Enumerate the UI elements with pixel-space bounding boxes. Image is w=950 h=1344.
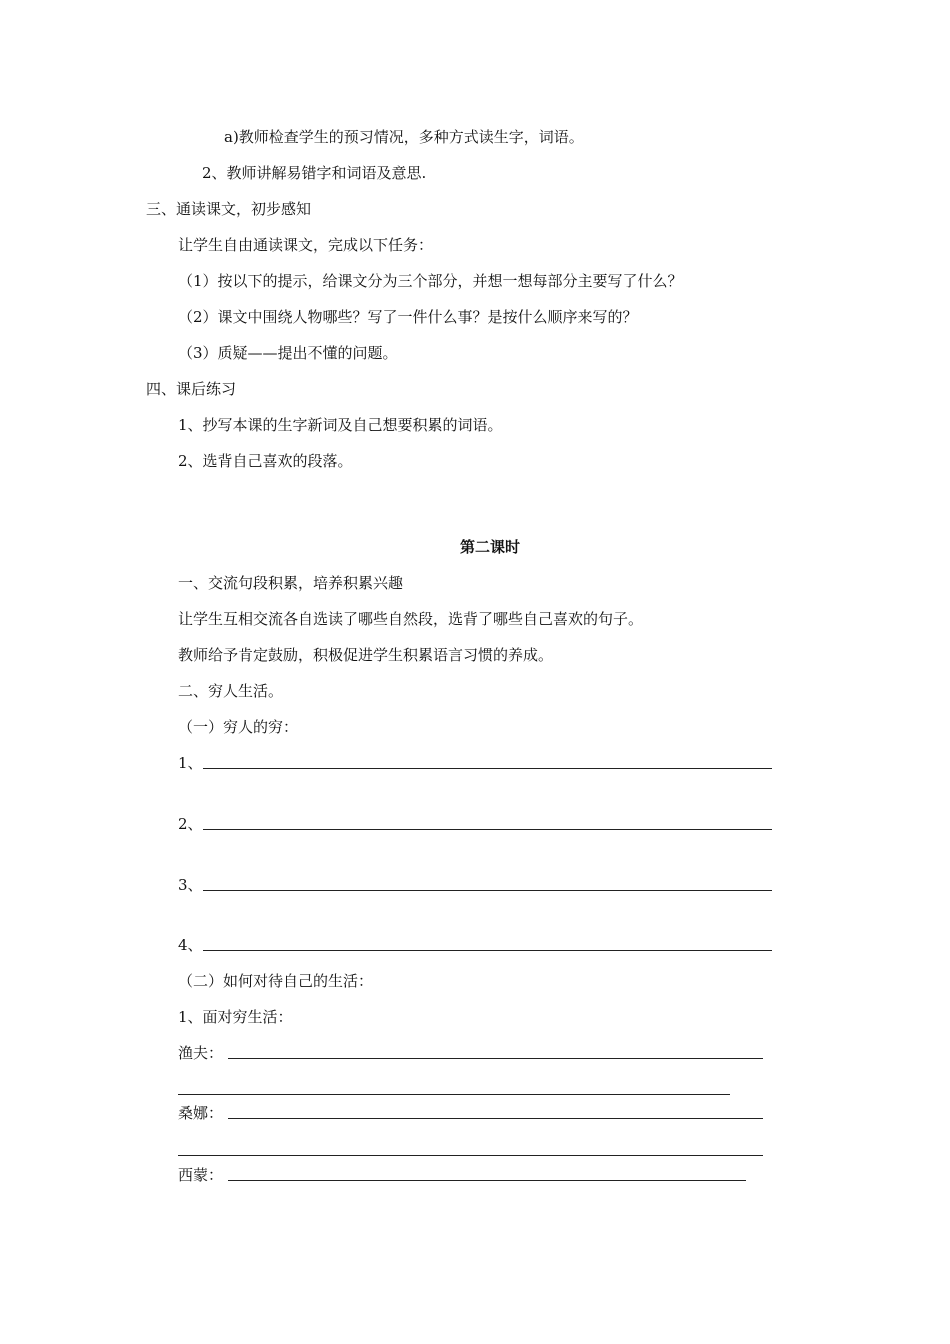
section-heading-1: 一、交流句段积累，培养积累兴趣 <box>178 574 404 592</box>
blank-label-2: 2、 <box>178 815 203 833</box>
paragraph-exchange: 让学生互相交流各自选读了哪些自然段，选背了哪些自己喜欢的句子。 <box>178 610 644 628</box>
label-sangna: 桑娜： <box>178 1104 224 1122</box>
lesson-title: 第二课时 <box>459 538 520 556</box>
blank-label-4: 4、 <box>178 936 203 954</box>
paragraph-a: a)教师检查学生的预习情况，多种方式读生字，词语。 <box>224 128 584 146</box>
section-heading-2: 二、穷人生活。 <box>178 682 284 700</box>
face-poverty: 1、面对穷生活： <box>178 1008 293 1026</box>
answer-line-fisherman-2[interactable] <box>178 1094 730 1095</box>
blank-label-1: 1、 <box>178 754 203 772</box>
task-intro: 让学生自由通读课文，完成以下任务： <box>178 236 434 254</box>
blank-label-3: 3、 <box>178 876 203 894</box>
answer-line-fisherman[interactable] <box>228 1058 763 1059</box>
subheading-attitude: （二）如何对待自己的生活： <box>178 972 374 990</box>
subheading-poverty: （一）穷人的穷： <box>178 718 299 736</box>
task-question-3: （3）质疑——提出不懂的问题。 <box>178 344 398 362</box>
paragraph-encourage: 教师给予肯定鼓励，积极促进学生积累语言习惯的养成。 <box>178 646 554 664</box>
section-heading-4: 四、课后练习 <box>146 380 237 398</box>
answer-line-sangna[interactable] <box>228 1118 763 1119</box>
paragraph-2: 2、教师讲解易错字和词语及意思. <box>202 164 427 182</box>
answer-line-2[interactable] <box>203 829 772 830</box>
answer-line-ximeng[interactable] <box>228 1180 746 1181</box>
label-ximeng: 西蒙： <box>178 1166 224 1184</box>
task-question-1: （1）按以下的提示，给课文分为三个部分，并想一想每部分主要写了什么？ <box>178 272 683 290</box>
exercise-2: 2、选背自己喜欢的段落。 <box>178 452 353 470</box>
task-question-2: （2）课文中围绕人物哪些？写了一件什么事？是按什么顺序来写的？ <box>178 308 638 326</box>
section-heading-3: 三、通读课文，初步感知 <box>146 200 312 218</box>
label-fisherman: 渔夫： <box>178 1044 224 1062</box>
exercise-1: 1、抄写本课的生字新词及自己想要积累的词语。 <box>178 416 503 434</box>
answer-line-sangna-2[interactable] <box>178 1155 763 1156</box>
answer-line-3[interactable] <box>203 890 772 891</box>
answer-line-4[interactable] <box>203 950 772 951</box>
answer-line-1[interactable] <box>203 768 772 769</box>
